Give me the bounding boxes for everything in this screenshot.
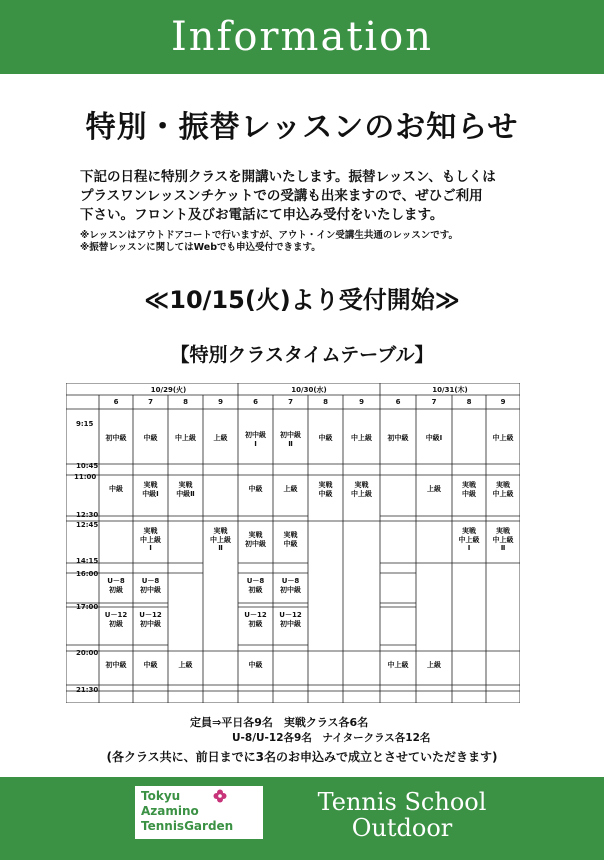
page-title: 特別・振替レッスンのお知らせ — [85, 110, 519, 145]
time-label: 16:00 — [76, 570, 99, 578]
class-cell: 初中級 Ⅱ — [280, 431, 301, 448]
class-cell: 上級 — [178, 661, 193, 669]
class-cell: 実戦 中級Ⅱ — [176, 481, 195, 498]
class-cell: 中級 — [109, 485, 123, 493]
class-cell: 初中級 Ⅰ — [245, 431, 266, 448]
class-cell: 実戦 中上級 — [351, 481, 372, 498]
slot-header: 8 — [466, 398, 472, 406]
class-cell: 中級 — [248, 485, 263, 493]
class-cell: 実戦 中級 — [283, 531, 298, 548]
class-cell: U－12 初中級 — [279, 611, 302, 628]
class-cell: U－12 初級 — [104, 611, 128, 628]
time-label: 11:00 — [74, 473, 97, 481]
class-cell: 中級Ⅰ — [425, 434, 443, 442]
class-cell: 上級 — [283, 485, 298, 493]
class-cell: 上級 — [213, 434, 228, 442]
timetable — [66, 383, 520, 703]
time-label: 17:00 — [76, 603, 99, 611]
capacity-line-2: U-8/U-12各9名 ナイタークラス各12名 — [232, 732, 431, 744]
class-cell: 中上級 — [351, 434, 372, 442]
time-label: 9:15 — [76, 420, 94, 428]
capacity-line-1: 定員⇒平日各9名 実戦クラス各6名 — [190, 716, 369, 729]
note-outdoor: ※レッスンはアウトドアコートで行いますが、アウト・イン受講生共通のレッスンです。 — [80, 230, 459, 241]
class-cell: 初中級 — [105, 434, 127, 442]
intro-line: 下記の日程に特別クラスを開講いたします。振替レッスン、もしくは — [80, 169, 496, 185]
slot-header: 8 — [183, 398, 188, 406]
class-cell: 中上級 — [175, 434, 196, 442]
intro-line: 下さい。フロント及びお電話にて申込み受付をいたします。 — [80, 207, 444, 223]
time-label: 12:30 — [76, 511, 99, 519]
class-cell: U－8 初中級 — [280, 577, 301, 594]
slot-header: 7 — [148, 398, 153, 406]
establishment-notice: (各クラス共に、前日までに3名のお申込みで成立とさせていただきます) — [106, 750, 498, 764]
intro-text — [80, 168, 550, 225]
class-cell: U－12 初級 — [244, 611, 267, 628]
header-bar — [0, 0, 604, 74]
class-cell: 実戦 中上級 Ⅰ — [458, 527, 480, 552]
day-header: 10/30(水) — [291, 386, 327, 394]
class-cell: 中級 — [318, 434, 333, 442]
class-cell: 実戦 中上級 — [492, 481, 514, 498]
class-cell: U－8 初級 — [107, 577, 125, 594]
class-cell: 実戦 中級Ⅰ — [142, 481, 159, 498]
time-label: 21:30 — [76, 686, 99, 694]
day-header: 10/31(木) — [432, 386, 468, 394]
slot-header: 6 — [113, 398, 119, 406]
class-cell: 実戦 中上級 Ⅱ — [210, 527, 231, 552]
tokyu-azamino-logo — [135, 786, 263, 839]
slot-header: 9 — [500, 398, 506, 406]
time-label: 20:00 — [76, 649, 99, 657]
note-web: ※振替レッスンに関してはWebでも申込受付できます。 — [80, 242, 321, 253]
class-cell: 中上級 — [387, 661, 409, 669]
logo-text: TennisGarden — [141, 819, 234, 833]
class-cell: 実戦 中級 — [318, 481, 333, 498]
slot-header: 8 — [323, 398, 328, 406]
slot-header: 7 — [431, 398, 437, 406]
class-cell: U－8 初級 — [246, 577, 265, 594]
class-cell: 初中級 — [105, 661, 127, 669]
class-cell: U－8 初中級 — [140, 577, 161, 594]
flower-icon — [213, 789, 227, 803]
class-cell: 中級 — [248, 661, 263, 669]
time-label: 10:45 — [76, 462, 99, 470]
slot-header: 9 — [359, 398, 364, 406]
class-cell: 上級 — [427, 485, 441, 493]
slot-header: 7 — [288, 398, 293, 406]
class-cell: U－12 初中級 — [139, 611, 162, 628]
header-title: Information — [170, 14, 434, 60]
timetable-title: 【特別クラスタイムテーブル】 — [170, 344, 434, 366]
class-cell: 中級 — [143, 661, 158, 669]
class-cell: 上級 — [427, 661, 441, 669]
intro-line: プラスワンレッスンチケットでの受講も出来ますので、ぜひご利用 — [80, 188, 483, 204]
class-cell: 初中級 — [387, 434, 409, 442]
class-cell: 実戦 中級 — [462, 481, 476, 498]
slot-header: 9 — [218, 398, 223, 406]
class-cell: 中級 — [143, 434, 158, 442]
slot-header: 6 — [395, 398, 401, 406]
time-label: 14:15 — [76, 557, 99, 565]
slot-header: 6 — [253, 398, 258, 406]
school-name-line-2: Outdoor — [351, 814, 453, 842]
logo-text: Tokyu — [141, 789, 181, 803]
class-cell: 実戦 初中級 — [245, 531, 266, 548]
start-notice: ≪10/15(火)より受付開始≫ — [144, 286, 460, 314]
time-label: 12:45 — [76, 521, 99, 529]
school-name-line-1: Tennis School — [317, 788, 487, 816]
class-cell: 中上級 — [492, 434, 514, 442]
class-cell: 実戦 中上級 Ⅰ — [140, 527, 161, 552]
logo-text: Azamino — [141, 804, 199, 818]
class-cell: 実戦 中上級 Ⅱ — [492, 527, 514, 552]
day-header: 10/29(火) — [150, 386, 187, 394]
